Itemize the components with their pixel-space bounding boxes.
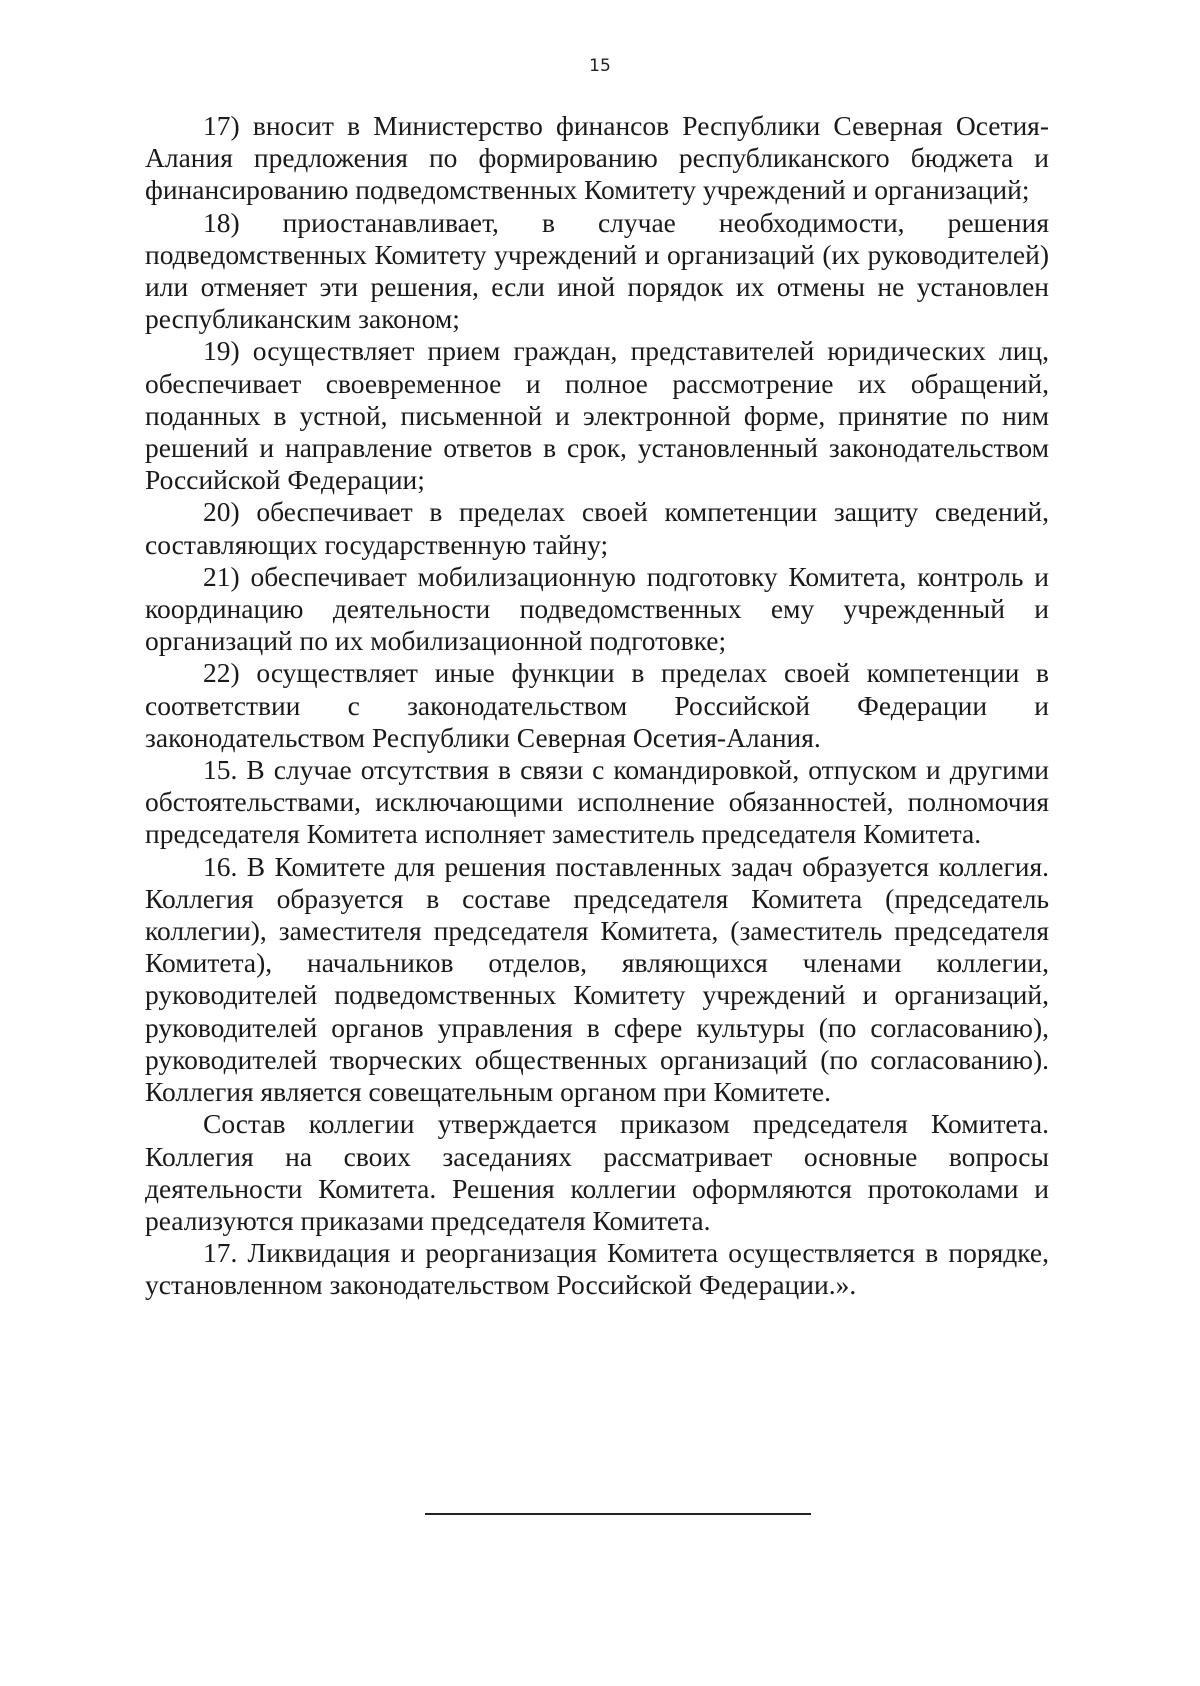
collegium-composition: Состав коллегии утверждается приказом председателя Комитета. Коллегия на своих заседаниях рассматривает основные вопросы деятельности Комитета. Решения коллегии оформляются протоколами и реализуются приказами председателя Комитета. bbox=[145, 1108, 1049, 1236]
section-17-liquidation: 17. Ликвидация и реорганизация Комитета осуществляется в порядке, установленном законодательством Российской Федерации.». bbox=[145, 1237, 1049, 1301]
clause-22-other-functions: 22) осуществляет иные функции в пределах своей компетенции в соответствии с законодательством Российской Федерации и законодательством Республики Северная Осетия-Алания. bbox=[145, 657, 1049, 753]
section-16-collegium: 16. В Комитете для решения поставленных задач образуется коллегия. Коллегия образуется в составе председателя Комитета (председатель коллегии), заместителя председателя Комитета, (заместитель председателя Комитета), начальников отделов, являющихся членами коллегии, руководителей подведомственных Комитету учреждений и организаций, руководителей органов управления в сфере культуры (по согласованию), руководителей творческих общественных организаций (по согласованию). Коллегия является совещательным органом при Комитете. bbox=[145, 850, 1049, 1108]
page-number: 15 bbox=[589, 56, 611, 76]
clause-20-state-secrets: 20) обеспечивает в пределах своей компетенции защиту сведений, составляющих государственную тайну; bbox=[145, 496, 1049, 560]
clause-18-suspend-decisions: 18) приостанавливает, в случае необходимости, решения подведомственных Комитету учреждений и организаций (их руководителей) или отменяет эти решения, если иной порядок их отмены не установлен республиканским законом; bbox=[145, 206, 1049, 335]
document-body bbox=[145, 110, 1049, 1302]
clause-17-budget-proposals: 17) вносит в Министерство финансов Республики Северная Осетия-Алания предложения по формированию республиканского бюджета и финансированию подведомственных Комитету учреждений и организаций; bbox=[145, 110, 1049, 206]
clause-19-citizen-reception: 19) осуществляет прием граждан, представителей юридических лиц, обеспечивает своевременное и полное рассмотрение их обращений, поданных в устной, письменной и электронной форме, принятие по ним решений и направление ответов в срок, установленный законодательством Российской Федерации; bbox=[145, 335, 1049, 496]
clause-21-mobilization: 21) обеспечивает мобилизационную подготовку Комитета, контроль и координацию деятельности подведомственных ему учрежденный и организаций по их мобилизационной подготовке; bbox=[145, 560, 1049, 657]
section-15-deputy-authority: 15. В случае отсутствия в связи с командировкой, отпуском и другими обстоятельствами, исключающими исполнение обязанностей, полномочия председателя Комитета исполняет заместитель председателя Комитета. bbox=[145, 754, 1049, 850]
closing-rule-line bbox=[425, 1513, 811, 1515]
